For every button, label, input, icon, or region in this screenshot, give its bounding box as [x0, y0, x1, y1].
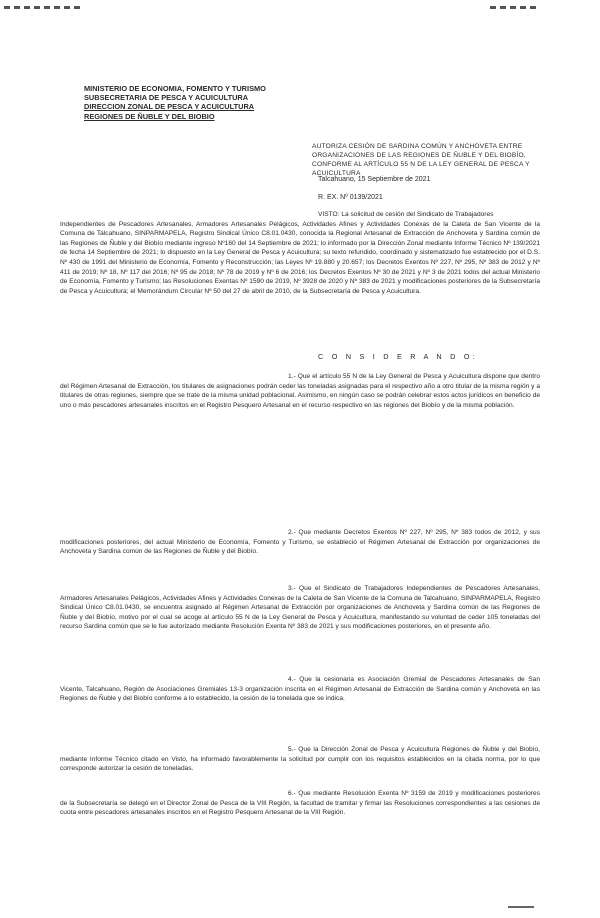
resolution-number: R. EX. Nº 0139/2021	[318, 194, 383, 201]
considerando-paragraph: 4.- Que la cesionaria es Asociación Gremial de Pescadores Artesanales de San Vicente, Talcahuano, Región de Asociaciones Gremiales 13-3 organización inscrita en el Régimen Artesanal de Extracción de Sardina común y Anchoveta en las Regiones de Ñuble y del Biobío conforme a lo establecido, la cesión de la tonelada que se indica.	[60, 676, 540, 703]
letterhead	[84, 84, 284, 121]
considerando-paragraph: 2.- Que mediante Decretos Exentos Nº 227, Nº 295, Nº 383 todos de 2012, y sus modificaciones posteriores, del actual Ministerio de Economía, Fomento y Turismo, se estableció el Régimen Artesanal de Extracción por organizaciones de Anchoveta y Sardina común de las Regiones de Ñuble y del Biobío.	[60, 529, 540, 556]
ministry-name: MINISTERIO DE ECONOMIA, FOMENTO Y TURISMO	[84, 84, 266, 93]
scan-artifact	[490, 6, 540, 9]
resolution-subject: AUTORIZA CESIÓN DE SARDINA COMÚN Y ANCHOVETA ENTRE ORGANIZACIONES DE LAS REGIONES DE ÑUBLE Y DEL BIOBÍO, CONFORME AL ARTÍCULO 55 N DE LA LEY GENERAL DE PESCA Y ACUICULTURA	[312, 143, 530, 177]
visto-lead: VISTO: La solicitud de cesión del Sindicato de Trabajadores	[318, 211, 494, 218]
considerando-paragraph: 3.- Que el Sindicato de Trabajadores Independientes de Pescadores Artesanales, Armadores Artesanales Pelágicos, Actividades Afines y Actividades Conexas de la Caleta de San Vicente de la Comuna de Talcahuano, SINPARMAPELA, Registro Sindical Único C8.01.0430, se encuentra asignado al Régimen Artesanal de Extracción por organizaciones de Anchoveta y Sardina común de las Regiones de Ñuble y del Biobío, motivo por el cual se acoge al artículo 55 N de la Ley General de Pesca y Acuicultura, manifestando su voluntad de ceder 105 toneladas del recurso Sardina común que se le fue autorizado mediante Resolución Exenta Nº 383 de 2021 y sus modificaciones posteriores, en el presente año.	[60, 585, 540, 631]
page-footer-mark	[508, 906, 534, 908]
considerando-paragraph: 6.- Que mediante Resolución Exenta Nº 3159 de 2019 y modificaciones posteriores de la Subsecretaría se delegó en el Director Zonal de Pesca de la VIII Región, la facultad de tramitar y firmar las Resoluciones correspondientes a las cesiones de cuota entre pescadores artesanales inscritos en el Registro Pesquero Artesanal de la VIII Región.	[60, 790, 540, 817]
regions-name: REGIONES DE ÑUBLE Y DEL BIOBIO	[84, 111, 215, 121]
considerando-paragraph: 1.- Que el artículo 55 N de la Ley General de Pesca y Acuicultura dispone que dentro del Régimen Artesanal de Extracción, los titulares de asignaciones podrán ceder las toneladas asignadas para el respectivo año a otro titular de la misma región y a titulares de otras regiones, siempre que se trate de la misma unidad poblacional. Asimismo, en ningún caso se podrán celebrar estos actos jurídicos en beneficio de uno o más pescadores artesanales inscritos en el Registro Pesquero Artesanal en el recurso respectivo en las regiones del Biobío y de la misma población.	[60, 373, 540, 409]
scan-artifact	[4, 6, 82, 9]
considerando-paragraph: 5.- Que la Dirección Zonal de Pesca y Acuicultura Regiones de Ñuble y del Biobío, mediante Informe Técnico citado en Visto, ha informado favorablemente la solicitud por cumplir con los requisitos establecidos en la citada norma, por lo que corresponde autorizar la cesión de toneladas.	[60, 746, 540, 773]
considerando-heading: C O N S I D E R A N D O:	[318, 352, 478, 361]
date-line: Talcahuano, 15 Septiembre de 2021	[318, 176, 431, 183]
visto-body: Independientes de Pescadores Artesanales, Armadores Artesanales Pelágicos, Actividades Afines y Actividades Conexas de la Caleta de San Vicente de la Comuna de Talcahuano, SINPARMAPELA, Registro Sindical Único C8.01.0430, conocida la Regional Artesanal de Extracción de Anchoveta y Sardina común de las Regiones de Ñuble y del Biobío mediante ingreso Nº160 del 14 Septiembre de 2021; lo informado por la Dirección Zonal mediante Informe Técnico Nº 139/2021 de fecha 14 Septiembre de 2021; lo dispuesto en la Ley General de Pesca y Acuicultura; su texto refundido, coordinado y sistematizado fue establecido por el D.S. Nº 430 de 1991 del Ministerio de Economía, Fomento y Reconstrucción; las Leyes Nº 19.880 y 20.657; los Decretos Exentos Nº 227, Nº 295, Nº 383 de 2012 y Nº 411 de 2019; Nº 18, Nº 117 del 2016; Nº 95 de 2018; Nº 78 de 2019 y Nº 6 de 2016; los Decretos Exentos Nº 30 de 2021 y Nº 3 de 2021 todos del actual Ministerio de Economía, Fomento y Turismo; las Resoluciones Exentas Nº 1590 de 2019, Nº 3928 de 2020 y Nº 383 de 2021 y modificaciones posteriores de la Subsecretaría de Pesca y Acuicultura; el Memorándum Circular Nº 50 del 27 de abril de 2010, de la Subsecretaría de Pesca y Acuicultura.	[60, 220, 540, 295]
zonal-directorate-name: DIRECCION ZONAL DE PESCA Y ACUICULTURA	[84, 102, 255, 112]
visto-section	[60, 210, 540, 296]
subsecretariat-name: SUBSECRETARIA DE PESCA Y ACUICULTURA	[84, 93, 249, 103]
